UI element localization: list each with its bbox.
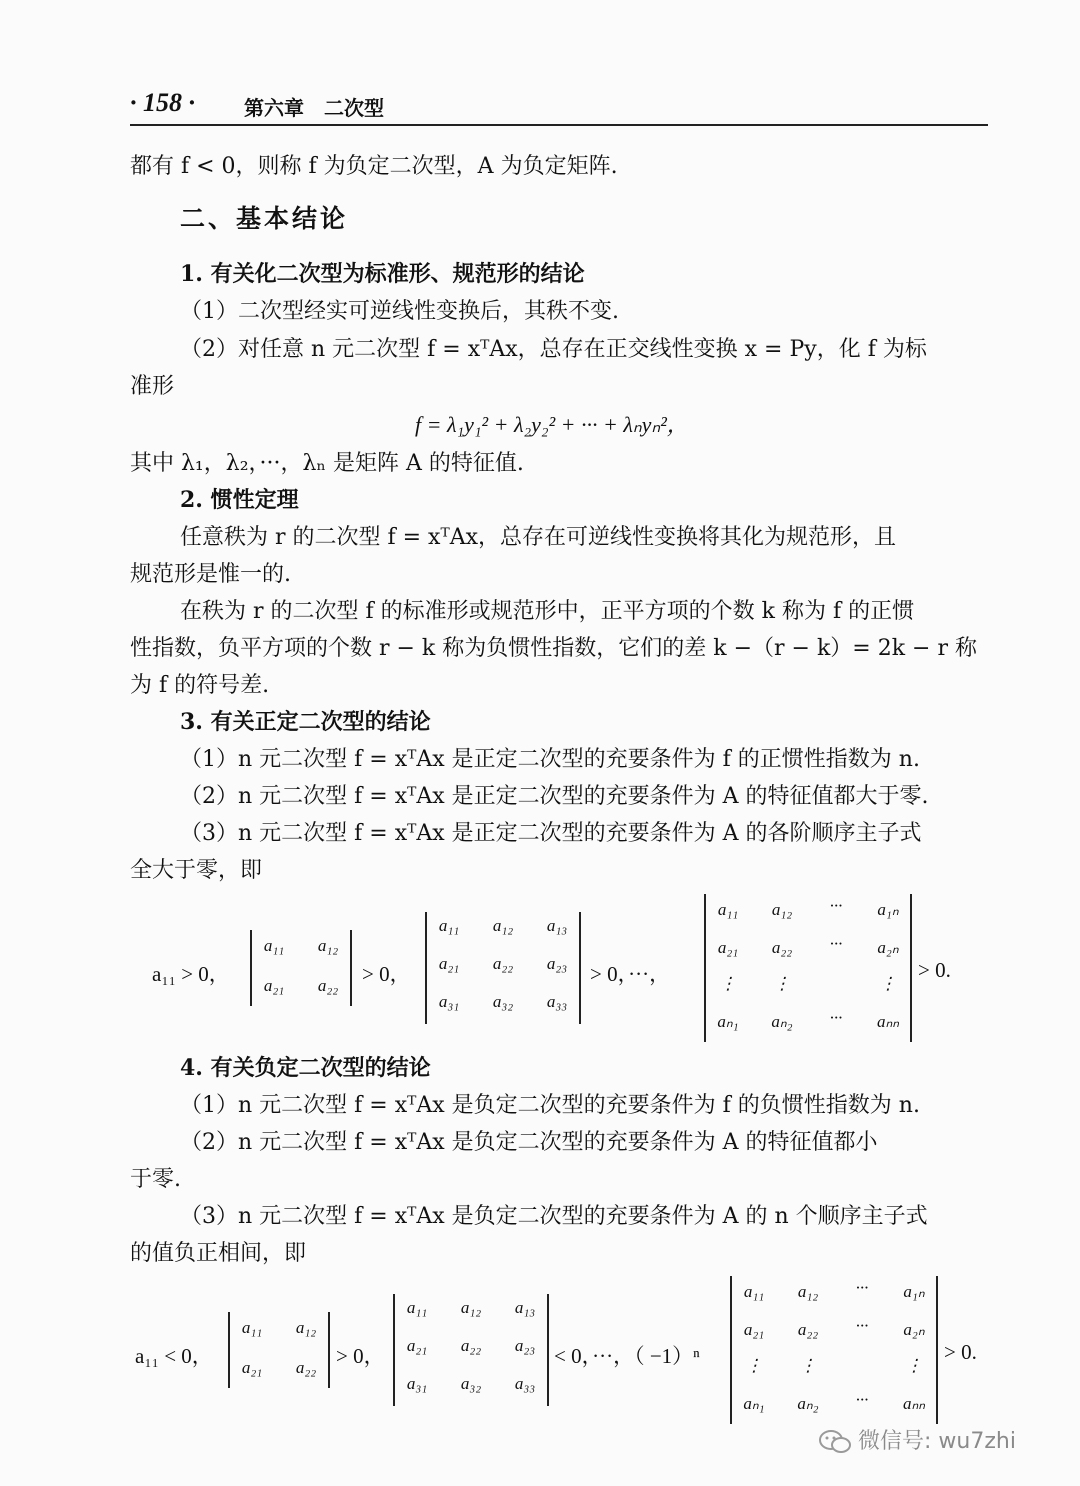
matrix-entry: a₁₂ — [317, 936, 339, 955]
matrix-entry: a₁₁ — [406, 1298, 428, 1317]
matrix-entry: a₂₁ — [717, 938, 739, 957]
matrix-entry: a₂₂ — [460, 1336, 482, 1355]
minor-3x3 — [393, 1294, 549, 1406]
matrix-entry: a₁₂ — [797, 1282, 819, 1301]
text-line: 任意秩为 r 的二次型 f = xᵀAx，总存在可逆线性变换将其化为规范形，且 — [180, 525, 897, 550]
minor-2x2 — [250, 930, 352, 1006]
matrix-entry: a₁₂ — [460, 1298, 482, 1317]
text-line: （3）n 元二次型 f = xᵀAx 是负定二次型的充要条件为 A 的 n 个顺序主子式 — [180, 1204, 928, 1229]
matrix-entry: a₂₂ — [295, 1358, 317, 1377]
minor-2x2 — [228, 1312, 330, 1388]
matrix-entry: aₙ₂ — [771, 1012, 793, 1031]
text-line: （1）n 元二次型 f = xᵀAx 是负定二次型的充要条件为 f 的负惯性指数为 n. — [180, 1093, 920, 1118]
matrix-entry: ··· — [829, 896, 843, 915]
matrix-entry: a₁₁ — [743, 1282, 765, 1301]
matrix-entry: a₁₃ — [546, 916, 568, 935]
matrix-entry: a₂₂ — [492, 954, 514, 973]
text-line: 为 f 的符号差. — [130, 673, 270, 698]
a11-condition: a₁₁ > 0， — [152, 962, 230, 986]
matrix-entry: a₂₁ — [438, 954, 460, 973]
matrix-entry: a₁₂ — [295, 1318, 317, 1337]
matrix-entry: ··· — [829, 934, 843, 953]
matrix-entry: a₃₁ — [438, 992, 460, 1011]
text-line: （3）n 元二次型 f = xᵀAx 是正定二次型的充要条件为 A 的各阶顺序主子式 — [180, 821, 922, 846]
matrix-entry: a₁ₙ — [877, 900, 899, 919]
matrix-entry: a₂₁ — [263, 976, 285, 995]
text-line: 性指数，负平方项的个数 r − k 称为负惯性指数，它们的差 k −（r − k）= 2k − r 称 — [130, 636, 977, 661]
matrix-entry: ⋮ — [719, 974, 737, 993]
matrix-entry: a₁₂ — [771, 900, 793, 919]
text-line: 规范形是惟一的. — [130, 562, 291, 587]
subsection-title-2: 2. 惯性定理 — [180, 487, 299, 513]
matrix-entry: a₂₂ — [771, 938, 793, 957]
gt-zero-ellipsis: > 0，···， — [590, 962, 671, 986]
page-number: · 158 · — [130, 88, 195, 117]
matrix-entry: ··· — [855, 1278, 869, 1297]
text-line: （2）对任意 n 元二次型 f = xᵀAx，总存在正交线性变换 x = Py，化 f 为标 — [180, 337, 927, 362]
text-line: （1）n 元二次型 f = xᵀAx 是正定二次型的充要条件为 f 的正惯性指数为 n. — [180, 747, 920, 772]
text-line: （2）n 元二次型 f = xᵀAx 是负定二次型的充要条件为 A 的特征值都小 — [180, 1130, 878, 1155]
matrix-entry: a₂₁ — [406, 1336, 428, 1355]
matrix-entry: a₁₁ — [241, 1318, 263, 1337]
text-line: 在秩为 r 的二次型 f 的标准形或规范形中，正平方项的个数 k 称为 f 的正惯 — [180, 599, 915, 624]
matrix-entry: a₂ₙ — [877, 938, 899, 957]
matrix-entry: ··· — [829, 1008, 843, 1027]
subsection-title-3: 3. 有关正定二次型的结论 — [180, 709, 431, 735]
matrix-entry: a₁₁ — [438, 916, 460, 935]
text-line: 准形 — [130, 374, 175, 399]
gt-zero-end: > 0. — [918, 958, 951, 982]
minor-3x3 — [425, 912, 581, 1024]
matrix-entry: a₂₃ — [514, 1336, 536, 1355]
matrix-entry: aₙₙ — [902, 1394, 926, 1413]
matrix-entry: a₃₃ — [546, 992, 568, 1011]
matrix-entry: a₂₁ — [743, 1320, 765, 1339]
minor-nxn — [730, 1276, 938, 1424]
minor-nxn — [704, 894, 912, 1042]
text-line: 全大于零，即 — [130, 858, 263, 883]
text-line: 都有 f < 0，则称 f 为负定二次型，A 为负定矩阵. — [130, 154, 618, 179]
matrix-entry: aₙ₂ — [797, 1394, 819, 1413]
text-line: 其中 λ₁，λ₂，···，λₙ 是矩阵 A 的特征值. — [130, 451, 524, 476]
matrix-entry: a₂₂ — [317, 976, 339, 995]
gt-zero: > 0， — [336, 1344, 385, 1368]
subsection-title-4: 4. 有关负定二次型的结论 — [180, 1055, 431, 1081]
matrix-entry: a₃₁ — [406, 1374, 428, 1393]
text-line: （2）n 元二次型 f = xᵀAx 是正定二次型的充要条件为 A 的特征值都大于零. — [180, 784, 929, 809]
matrix-entry: a₂₃ — [546, 954, 568, 973]
leading-minors-alternating — [0, 1272, 1080, 1432]
wechat-icon — [818, 1428, 852, 1456]
watermark-text: 微信号: wu7zhi — [858, 1429, 1016, 1454]
matrix-entry: a₂₁ — [241, 1358, 263, 1377]
subsection-title-1: 1. 有关化二次型为标准形、规范形的结论 — [180, 261, 585, 287]
text-line: 的值负正相间，即 — [130, 1241, 307, 1266]
matrix-entry: a₁₃ — [514, 1298, 536, 1317]
matrix-entry: ⋮ — [745, 1356, 763, 1375]
gt-zero: > 0， — [362, 962, 411, 986]
gt-zero-end: > 0. — [944, 1340, 977, 1364]
text-line: 于零. — [130, 1167, 181, 1192]
matrix-entry: a₃₂ — [460, 1374, 482, 1393]
matrix-entry: ··· — [855, 1390, 869, 1409]
matrix-entry: ··· — [855, 1316, 869, 1335]
text-line: （1）二次型经实可逆线性变换后，其秩不变. — [180, 299, 619, 324]
header-rule — [130, 124, 988, 126]
leading-minors-positive — [0, 890, 1080, 1050]
matrix-entry: a₁ₙ — [903, 1282, 925, 1301]
matrix-entry: ⋮ — [773, 974, 791, 993]
matrix-entry: a₁₁ — [717, 900, 739, 919]
matrix-entry: ⋮ — [905, 1356, 923, 1375]
matrix-entry: a₃₃ — [514, 1374, 536, 1393]
matrix-entry: aₙ₁ — [717, 1012, 739, 1031]
lt-zero-ellipsis-sign: < 0，···，（ −1）ⁿ — [554, 1344, 700, 1368]
matrix-entry: a₁₁ — [263, 936, 285, 955]
matrix-entry: a₂₂ — [797, 1320, 819, 1339]
matrix-entry: ⋮ — [879, 974, 897, 993]
chapter-title: 第六章 二次型 — [244, 96, 384, 120]
standard-form-formula: f = λ₁y₁² + λ₂y₂² + ··· + λₙyₙ²， — [415, 412, 689, 437]
matrix-entry: aₙ₁ — [743, 1394, 765, 1413]
matrix-entry: a₃₂ — [492, 992, 514, 1011]
matrix-entry: ⋮ — [799, 1356, 817, 1375]
matrix-entry: a₁₂ — [492, 916, 514, 935]
section-title: 二、基本结论 — [180, 204, 349, 233]
a11-condition: a₁₁ < 0， — [135, 1344, 213, 1368]
matrix-entry: a₂ₙ — [903, 1320, 925, 1339]
matrix-entry: aₙₙ — [876, 1012, 900, 1031]
